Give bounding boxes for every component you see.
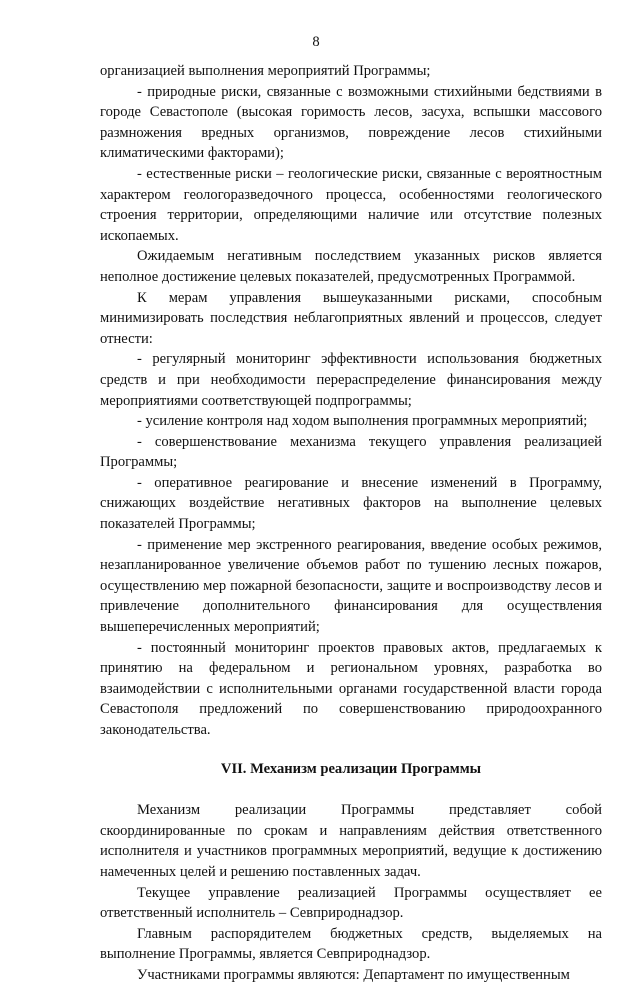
document-body — [100, 61, 602, 986]
paragraph: Механизм реализации Программы представляет собой скоординированные по срокам и направлениям действия ответственного исполнителя и участников программных мероприятий, ведущие к достижению намеченных целей и решению поставленных задач. — [100, 802, 602, 880]
paragraph: - оперативное реагирование и внесение изменений в Программу, снижающих воздействие негативных факторов на выполнение целевых показателей Программы; — [100, 474, 602, 533]
paragraph: - постоянный мониторинг проектов правовых актов, предлагаемых к принятию на федеральном и региональном уровнях, разработка во взаимодействии с исполнительными органами государственной власти города Севастополя предложений по совершенствованию природоохранного законодательства. — [100, 639, 602, 738]
paragraph: - природные риски, связанные с возможными стихийными бедствиями в городе Севастополе (высокая горимость лесов, засуха, вспышки массового размножения вредных организмов, повреждение лесов стихийными климатическими факторами); — [100, 83, 602, 162]
paragraph: - совершенствование механизма текущего управления реализацией Программы; — [100, 433, 602, 471]
paragraph: Текущее управление реализацией Программы осуществляет ее ответственный исполнитель – Севприроднадзор. — [100, 884, 602, 922]
paragraph: организацией выполнения мероприятий Программы; — [100, 63, 431, 79]
paragraph: - регулярный мониторинг эффективности использования бюджетных средств и при необходимости перераспределение финансирования между мероприятиями соответствующей подпрограммы; — [100, 351, 602, 409]
paragraph: К мерам управления вышеуказанными рисками, способным минимизировать последствия неблагоприятных явлений и процессов, следует отнести: — [100, 289, 602, 347]
paragraph: - усиление контроля над ходом выполнения программных мероприятий; — [137, 413, 588, 430]
page-number: 8 — [312, 34, 320, 50]
paragraph: - естественные риски – геологические риски, связанные с вероятностным характером геологоразведочного процесса, особенностями геологического строения территории, определяющими наличие или отсутствие полезных ископаемых. — [100, 165, 602, 244]
paragraph: - применение мер экстренного реагирования, введение особых режимов, незапланированное увеличение объемов работ по тушению лесных пожаров, осуществлению мер пожарной безопасности, защите и воспроизводству лесов и привлечение дополнительного финансирования для осуществления вышеперечисленных мероприятий; — [100, 536, 602, 636]
paragraph: Ожидаемым негативным последствием указанных рисков является неполное достижение целевых показателей, предусмотренных Программой. — [100, 248, 602, 285]
paragraph: Главным распорядителем бюджетных средств, выделяемых на выполнение Программы, является Севприроднадзор. — [100, 925, 602, 963]
section-heading: VII. Механизм реализации Программы — [220, 760, 482, 777]
paragraph: Участниками программы являются: Департамент по имущественным — [137, 966, 570, 983]
